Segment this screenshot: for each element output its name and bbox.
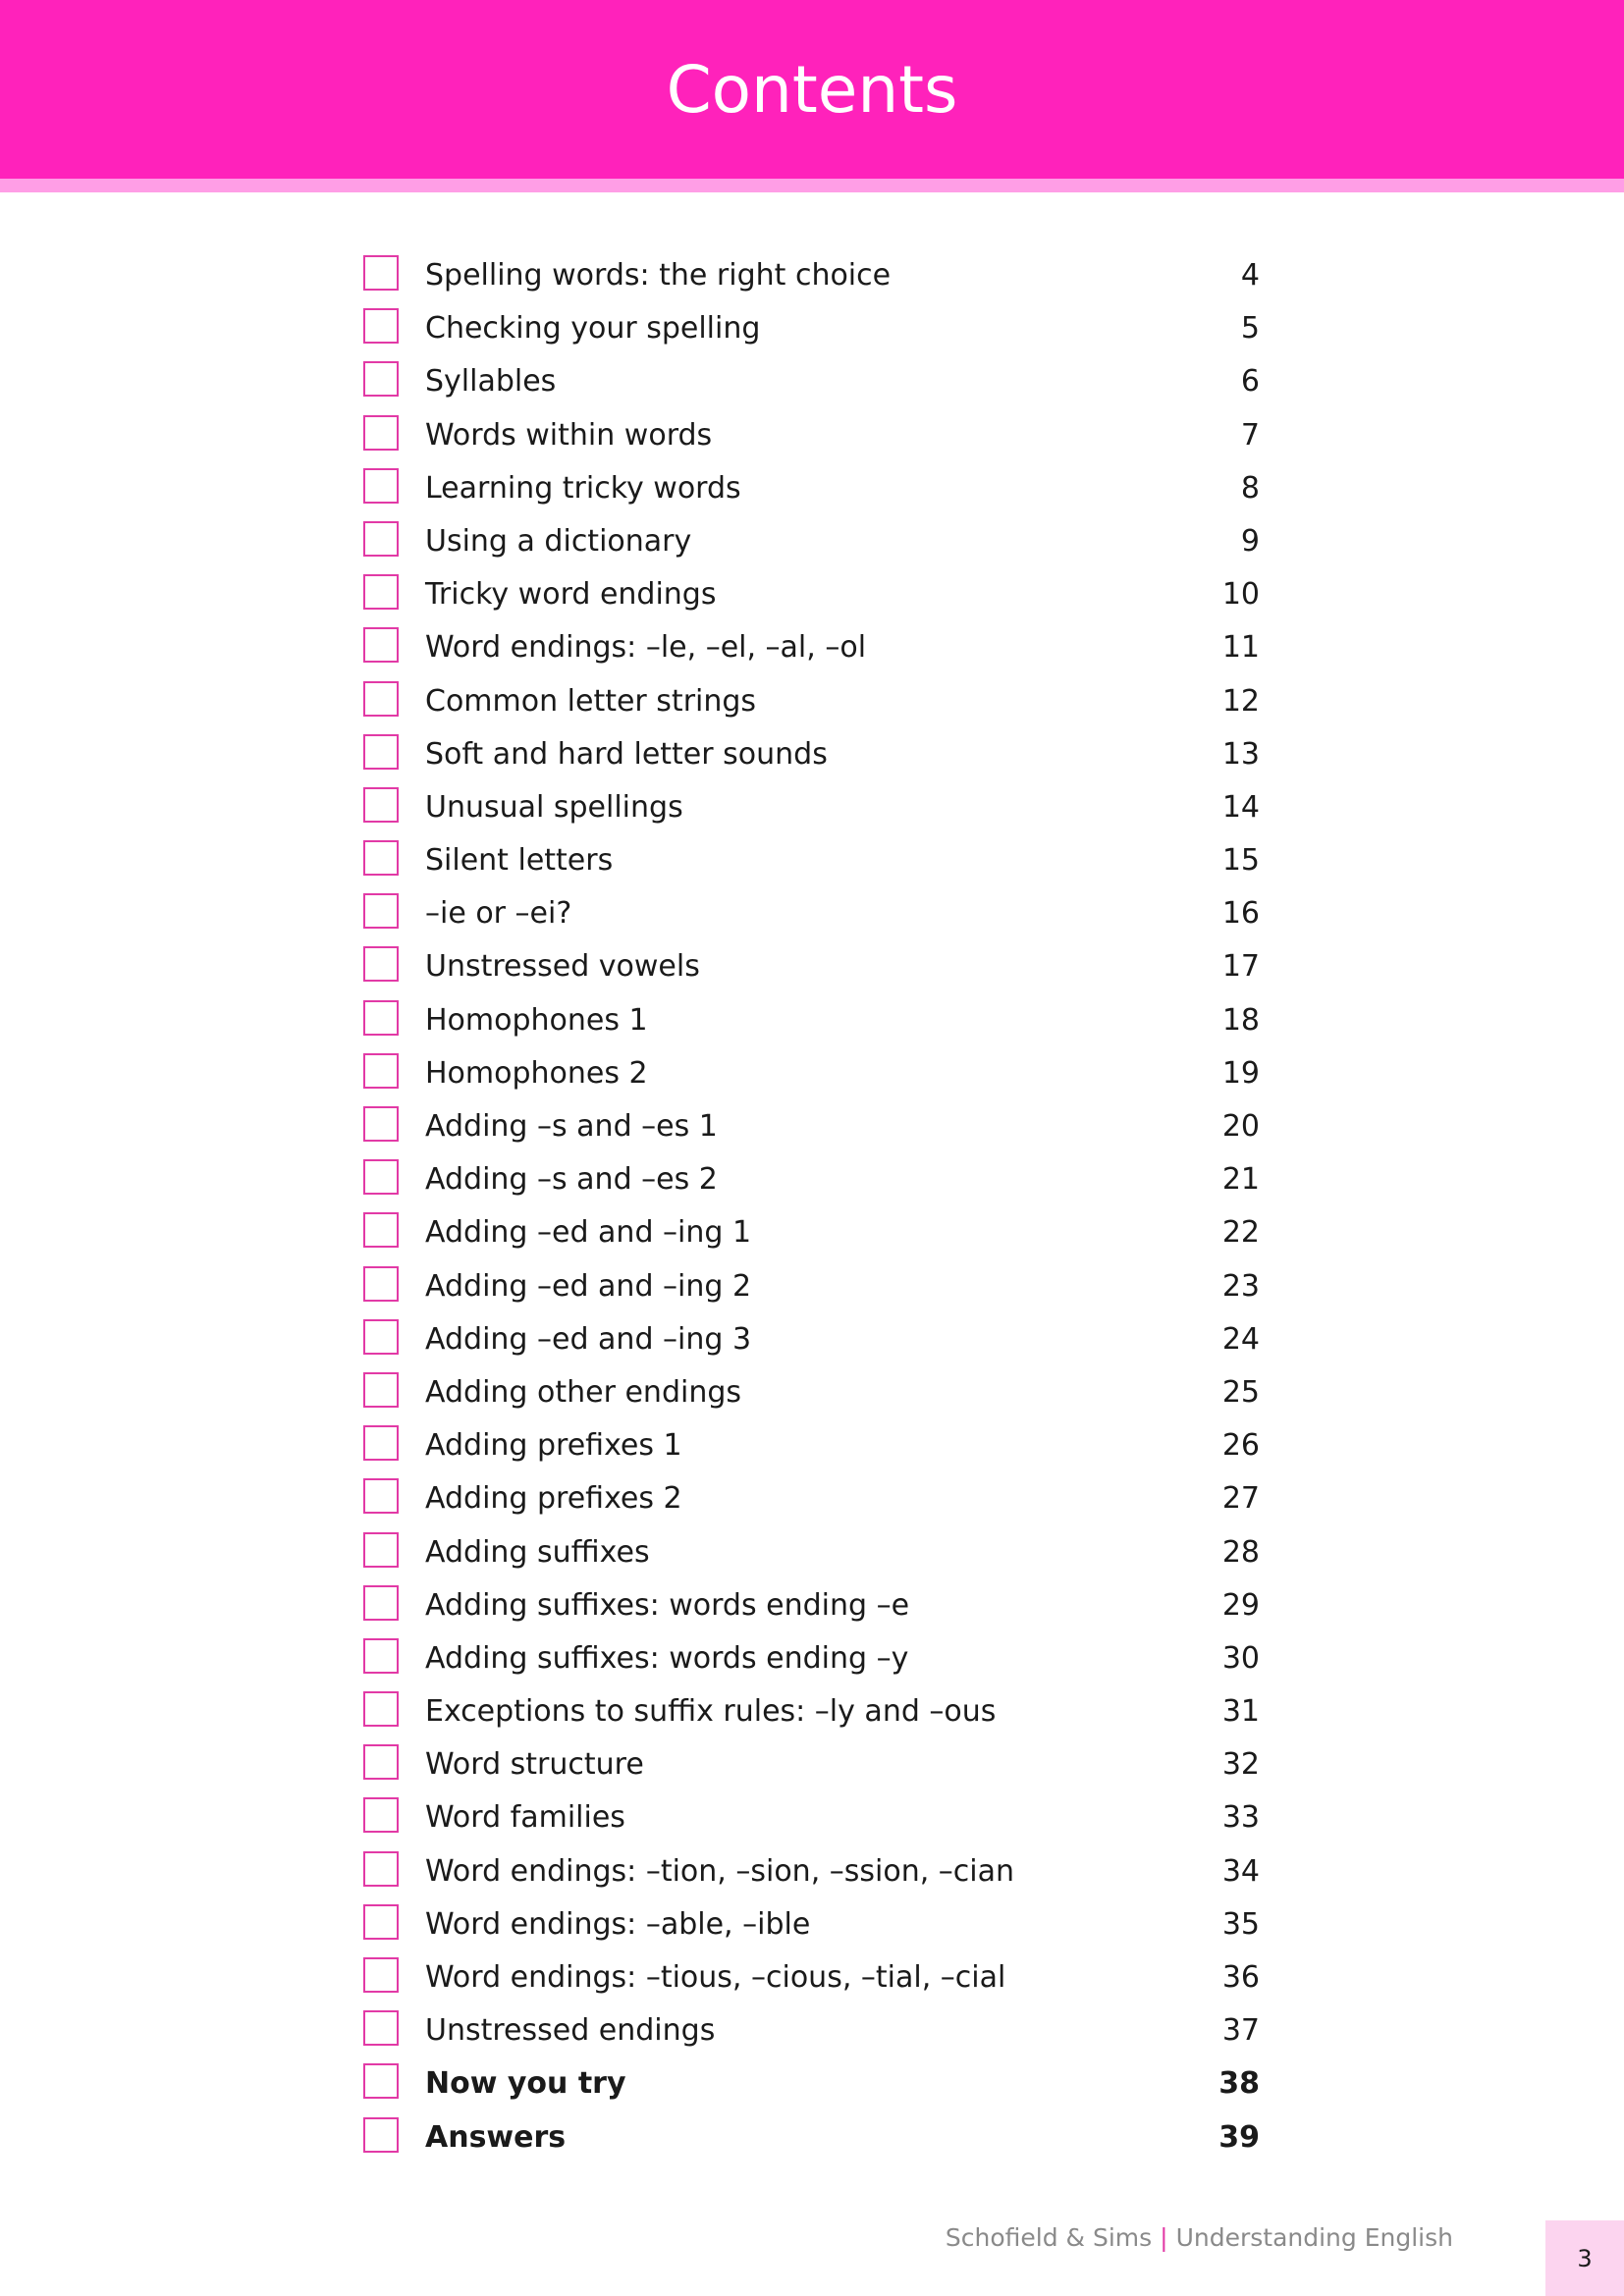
toc-row (0, 411, 1624, 464)
toc-row (0, 1953, 1624, 2006)
toc-row (0, 357, 1624, 410)
toc-item-page: 17 (1221, 949, 1260, 985)
toc-row (0, 1474, 1624, 1527)
checkbox[interactable] (363, 1159, 399, 1195)
checkbox[interactable] (363, 1425, 399, 1461)
toc-item-label: Adding –s and –es 2 (425, 1162, 718, 1198)
toc-row (0, 623, 1624, 676)
toc-row (0, 677, 1624, 730)
toc-item-label: Common letter strings (425, 683, 757, 719)
checkbox[interactable] (363, 255, 399, 291)
toc-item-page: 35 (1221, 1906, 1260, 1942)
toc-row (0, 1155, 1624, 1208)
checkbox[interactable] (363, 1638, 399, 1674)
toc-item-page: 37 (1221, 2013, 1260, 2049)
toc-item-label: Silent letters (425, 843, 614, 879)
footer (946, 2220, 1453, 2256)
toc-item-page: 6 (1240, 364, 1260, 400)
toc-item-label: Homophones 1 (425, 1002, 648, 1038)
toc-item-label: Unstressed endings (425, 2013, 716, 2049)
checkbox[interactable] (363, 2117, 399, 2153)
toc-item-label: Adding suffixes (425, 1534, 650, 1570)
toc-item-label: –ie or –ei? (425, 896, 572, 932)
toc-item-page: 16 (1221, 896, 1260, 932)
toc-row (0, 1421, 1624, 1474)
footer-separator: | (1160, 2223, 1168, 2252)
toc-item-label: Tricky word endings (425, 577, 717, 613)
toc-item-label: Soft and hard letter sounds (425, 736, 828, 772)
toc-row (0, 304, 1624, 357)
toc-row (0, 1793, 1624, 1846)
toc-item-label: Checking your spelling (425, 311, 761, 347)
toc-item-label: Adding prefixes 1 (425, 1428, 682, 1464)
toc-item-label: Adding –ed and –ing 3 (425, 1321, 752, 1357)
toc-item-label: Adding prefixes 2 (425, 1481, 682, 1517)
toc-row (0, 730, 1624, 783)
checkbox[interactable] (363, 627, 399, 663)
toc-item-page: 15 (1221, 843, 1260, 879)
toc-item-page: 32 (1221, 1747, 1260, 1783)
toc-item-label: Exceptions to suffix rules: –ly and –ous (425, 1694, 997, 1730)
footer-series: Understanding English (1175, 2223, 1453, 2252)
checkbox[interactable] (363, 415, 399, 451)
toc-row (0, 1581, 1624, 1634)
toc-row (0, 464, 1624, 517)
toc-row (0, 1049, 1624, 1102)
toc-item-page: 33 (1221, 1800, 1260, 1836)
toc-item-page: 19 (1221, 1055, 1260, 1091)
checkbox[interactable] (363, 1000, 399, 1036)
toc-item-page: 4 (1240, 258, 1260, 293)
toc-row (0, 783, 1624, 836)
toc-item-page: 21 (1221, 1162, 1260, 1198)
checkbox[interactable] (363, 1797, 399, 1833)
toc-item-page: 10 (1221, 577, 1260, 613)
toc-row (0, 1102, 1624, 1155)
toc-item-page: 24 (1221, 1321, 1260, 1357)
toc-item-page: 5 (1240, 311, 1260, 347)
checkbox[interactable] (363, 361, 399, 397)
page-number-box (1545, 2220, 1624, 2296)
page-title: Contents (666, 52, 958, 128)
toc-item-page: 8 (1240, 470, 1260, 506)
checkbox[interactable] (363, 1478, 399, 1514)
toc-item-label: Word endings: –le, –el, –al, –ol (425, 630, 867, 666)
toc-row (0, 1740, 1624, 1793)
toc-item-page: 36 (1221, 1960, 1260, 1995)
toc-item-page: 31 (1221, 1694, 1260, 1730)
checkbox[interactable] (363, 468, 399, 504)
checkbox[interactable] (363, 1851, 399, 1887)
checkbox[interactable] (363, 1532, 399, 1568)
checkbox[interactable] (363, 946, 399, 982)
checkbox[interactable] (363, 2010, 399, 2046)
toc-row (0, 2059, 1624, 2112)
checkbox[interactable] (363, 1106, 399, 1142)
toc-row (0, 251, 1624, 304)
toc-item-label: Learning tricky words (425, 470, 741, 506)
checkbox[interactable] (363, 2063, 399, 2099)
toc-item-label: Adding –s and –es 1 (425, 1109, 718, 1144)
toc-row (0, 517, 1624, 570)
checkbox[interactable] (363, 1691, 399, 1727)
toc-row (0, 570, 1624, 623)
toc-item-page: 38 (1218, 2066, 1260, 2102)
checkbox[interactable] (363, 521, 399, 557)
toc-row (0, 1847, 1624, 1900)
checkbox[interactable] (363, 681, 399, 717)
toc-item-label: Using a dictionary (425, 523, 692, 559)
toc-row (0, 942, 1624, 995)
checkbox[interactable] (363, 574, 399, 610)
toc-row (0, 996, 1624, 1049)
toc-item-page: 11 (1221, 630, 1260, 666)
toc-item-label: Syllables (425, 364, 557, 400)
checkbox[interactable] (363, 1744, 399, 1780)
toc-item-label: Spelling words: the right choice (425, 258, 892, 293)
checkbox[interactable] (363, 1212, 399, 1248)
toc-item-label: Words within words (425, 417, 713, 453)
toc-item-label: Word endings: –tion, –sion, –ssion, –cian (425, 1853, 1015, 1889)
toc-item-page: 13 (1221, 736, 1260, 772)
toc-item-page: 18 (1221, 1002, 1260, 1038)
toc-item-page: 14 (1221, 789, 1260, 825)
checkbox[interactable] (363, 1585, 399, 1621)
toc-item-label: Adding suffixes: words ending –e (425, 1587, 910, 1623)
toc-item-label: Now you try (425, 2066, 626, 2102)
checkbox[interactable] (363, 893, 399, 929)
toc-item-label: Word structure (425, 1747, 644, 1783)
checkbox[interactable] (363, 734, 399, 770)
toc-item-page: 30 (1221, 1640, 1260, 1676)
checkbox[interactable] (363, 1372, 399, 1408)
toc-item-page: 23 (1221, 1268, 1260, 1304)
toc-item-label: Adding –ed and –ing 1 (425, 1215, 752, 1251)
toc-item-label: Homophones 2 (425, 1055, 648, 1091)
toc-row (0, 1368, 1624, 1421)
page-number: 3 (1577, 2245, 1593, 2272)
toc-row (0, 1262, 1624, 1315)
toc-item-page: 7 (1240, 417, 1260, 453)
checkbox[interactable] (363, 1957, 399, 1993)
toc-item-label: Unusual spellings (425, 789, 683, 825)
toc-row (0, 836, 1624, 889)
toc-item-page: 39 (1218, 2119, 1260, 2155)
toc-row (0, 1687, 1624, 1740)
toc-item-page: 12 (1221, 683, 1260, 719)
toc-row (0, 1634, 1624, 1687)
toc-item-page: 28 (1221, 1534, 1260, 1570)
toc-item-label: Word endings: –tious, –cious, –tial, –cial (425, 1960, 1006, 1995)
toc-item-label: Word endings: –able, –ible (425, 1906, 811, 1942)
toc-row (0, 2006, 1624, 2059)
toc-row (0, 2113, 1624, 2166)
header-stripe (0, 179, 1624, 192)
toc-item-page: 34 (1221, 1853, 1260, 1889)
toc-item-label: Unstressed vowels (425, 949, 700, 985)
toc-item-page: 25 (1221, 1374, 1260, 1410)
checkbox[interactable] (363, 1266, 399, 1302)
toc-item-page: 27 (1221, 1481, 1260, 1517)
toc-row (0, 889, 1624, 942)
toc-item-label: Answers (425, 2119, 567, 2155)
checkbox[interactable] (363, 308, 399, 344)
toc-item-label: Adding suffixes: words ending –y (425, 1640, 909, 1676)
checkbox[interactable] (363, 1319, 399, 1355)
toc-item-page: 29 (1221, 1587, 1260, 1623)
toc-item-label: Adding other endings (425, 1374, 742, 1410)
checkbox[interactable] (363, 840, 399, 876)
toc-item-page: 22 (1221, 1215, 1260, 1251)
toc-row (0, 1528, 1624, 1581)
toc-item-page: 9 (1240, 523, 1260, 559)
checkbox[interactable] (363, 1904, 399, 1940)
toc-row (0, 1900, 1624, 1953)
contents-list (0, 251, 1624, 2166)
toc-row (0, 1208, 1624, 1261)
toc-item-label: Adding –ed and –ing 2 (425, 1268, 752, 1304)
footer-publisher: Schofield & Sims (945, 2223, 1153, 2252)
toc-item-page: 26 (1221, 1428, 1260, 1464)
checkbox[interactable] (363, 1053, 399, 1089)
toc-row (0, 1315, 1624, 1368)
toc-item-label: Word families (425, 1800, 625, 1836)
checkbox[interactable] (363, 787, 399, 823)
toc-item-page: 20 (1221, 1109, 1260, 1144)
